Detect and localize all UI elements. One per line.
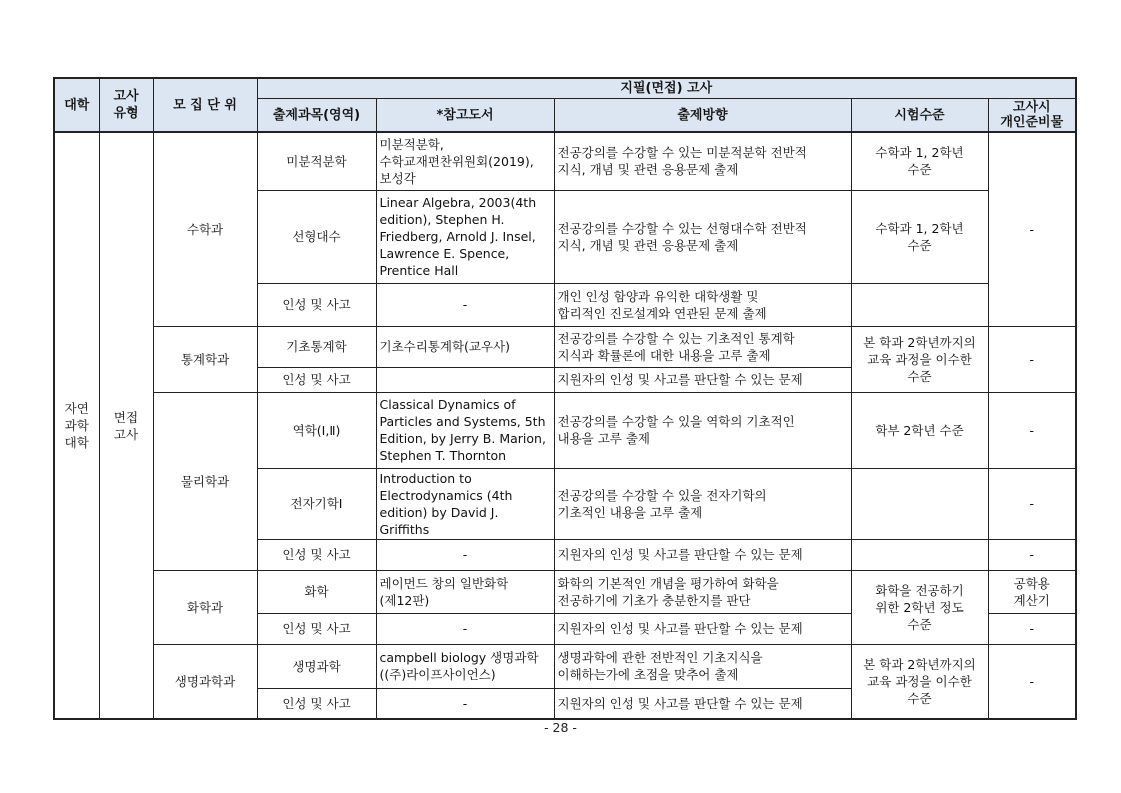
materials-cell: -	[988, 539, 1076, 570]
direction-cell: 지원자의 인성 및 사고를 판단할 수 있는 문제	[554, 367, 851, 392]
direction-cell: 전공강의를 수강할 수 있을 전자기학의 기초적인 내용을 고루 출제	[554, 468, 851, 539]
direction-cell: 전공강의를 수강할 수 있는 기초적인 통계학 지식과 확률론에 대한 내용을 고루 출제	[554, 326, 851, 367]
materials-cell: -	[988, 326, 1076, 392]
subject-cell: 화학	[257, 570, 376, 613]
reference-cell: 레이먼드 창의 일반화학 (제12판)	[376, 570, 554, 613]
unit-chem: 화학과	[153, 570, 257, 644]
materials-cell: 공학용 계산기	[988, 570, 1076, 613]
subject-cell: 인성 및 사고	[257, 539, 376, 570]
reference-cell: -	[376, 283, 554, 326]
direction-cell: 지원자의 인성 및 사고를 판단할 수 있는 문제	[554, 688, 851, 719]
direction-cell: 개인 인성 함양과 유익한 대학생활 및 합리적인 진로설계와 연관된 문제 출제	[554, 283, 851, 326]
materials-cell: -	[988, 132, 1076, 326]
unit-math: 수학과	[153, 132, 257, 326]
subject-cell: 인성 및 사고	[257, 367, 376, 392]
reference-cell	[376, 367, 554, 392]
header-materials: 고사시 개인준비물	[988, 99, 1076, 133]
materials-cell: -	[988, 644, 1076, 719]
direction-cell: 전공강의를 수강할 수 있을 역학의 기초적인 내용을 고루 출제	[554, 392, 851, 468]
subject-cell: 기초통계학	[257, 326, 376, 367]
exam-table	[53, 77, 1077, 720]
header-subject: 출제과목(영역)	[257, 99, 376, 133]
level-cell: 본 학과 2학년까지의 교육 과정을 이수한 수준	[851, 644, 988, 719]
reference-cell: 기초수리통계학(교우사)	[376, 326, 554, 367]
subject-cell: 역학(Ⅰ,Ⅱ)	[257, 392, 376, 468]
level-cell: 화학을 전공하기 위한 2학년 정도 수준	[851, 570, 988, 644]
direction-cell: 지원자의 인성 및 사고를 판단할 수 있는 문제	[554, 613, 851, 644]
level-cell: 학부 2학년 수준	[851, 392, 988, 468]
reference-cell: Introduction to Electrodynamics (4th edition) by David J. Griffiths	[376, 468, 554, 539]
reference-cell: -	[376, 613, 554, 644]
header-reference: *참고도서	[376, 99, 554, 133]
materials-cell: -	[988, 392, 1076, 468]
reference-cell: 미분적분학, 수학교재편찬위원회(2019), 보성각	[376, 132, 554, 190]
level-cell: 수학과 1, 2학년 수준	[851, 190, 988, 283]
direction-cell: 전공강의를 수강할 수 있는 선형대수학 전반적 지식, 개념 및 관련 응용문제 출제	[554, 190, 851, 283]
level-cell	[851, 539, 988, 570]
subject-cell: 인성 및 사고	[257, 283, 376, 326]
unit-stats: 통계학과	[153, 326, 257, 392]
direction-cell: 생명과학에 관한 전반적인 기초지식을 이해하는가에 초점을 맞추어 출제	[554, 644, 851, 688]
level-cell: 본 학과 2학년까지의 교육 과정을 이수한 수준	[851, 326, 988, 392]
materials-cell: -	[988, 613, 1076, 644]
subject-cell: 선형대수	[257, 190, 376, 283]
header-group: 지필(면접) 고사	[257, 78, 1076, 99]
reference-cell: Linear Algebra, 2003(4th edition), Stephen H. Friedberg, Arnold J. Insel, Lawrence E. Spence, Prentice Hall	[376, 190, 554, 283]
header-exam-type: 고사 유형	[99, 78, 153, 132]
materials-cell: -	[988, 468, 1076, 539]
exam-kind-cell: 면접 고사	[99, 132, 153, 719]
reference-cell: campbell biology 생명과학 ((주)라이프사이언스)	[376, 644, 554, 688]
level-cell	[851, 283, 988, 326]
header-unit: 모 집 단 위	[153, 78, 257, 132]
subject-cell: 생명과학	[257, 644, 376, 688]
level-cell: 수학과 1, 2학년 수준	[851, 132, 988, 190]
subject-cell: 인성 및 사고	[257, 688, 376, 719]
header-level: 시험수준	[851, 99, 988, 133]
unit-physics: 물리학과	[153, 392, 257, 570]
header-university: 대학	[54, 78, 99, 132]
subject-cell: 인성 및 사고	[257, 613, 376, 644]
unit-bio: 생명과학과	[153, 644, 257, 719]
reference-cell: -	[376, 539, 554, 570]
level-cell	[851, 468, 988, 539]
reference-cell: -	[376, 688, 554, 719]
header-direction: 출제방향	[554, 99, 851, 133]
college-cell: 자연 과학 대학	[54, 132, 99, 719]
subject-cell: 전자기학Ⅰ	[257, 468, 376, 539]
subject-cell: 미분적분학	[257, 132, 376, 190]
reference-cell: Classical Dynamics of Particles and Systems, 5th Edition, by Jerry B. Marion, Stephen T. Thornton	[376, 392, 554, 468]
direction-cell: 화학의 기본적인 개념을 평가하여 화학을 전공하기에 기초가 충분한지를 판단	[554, 570, 851, 613]
direction-cell: 전공강의를 수강할 수 있는 미분적분학 전반적 지식, 개념 및 관련 응용문제 출제	[554, 132, 851, 190]
page-number: - 28 -	[544, 720, 577, 735]
direction-cell: 지원자의 인성 및 사고를 판단할 수 있는 문제	[554, 539, 851, 570]
